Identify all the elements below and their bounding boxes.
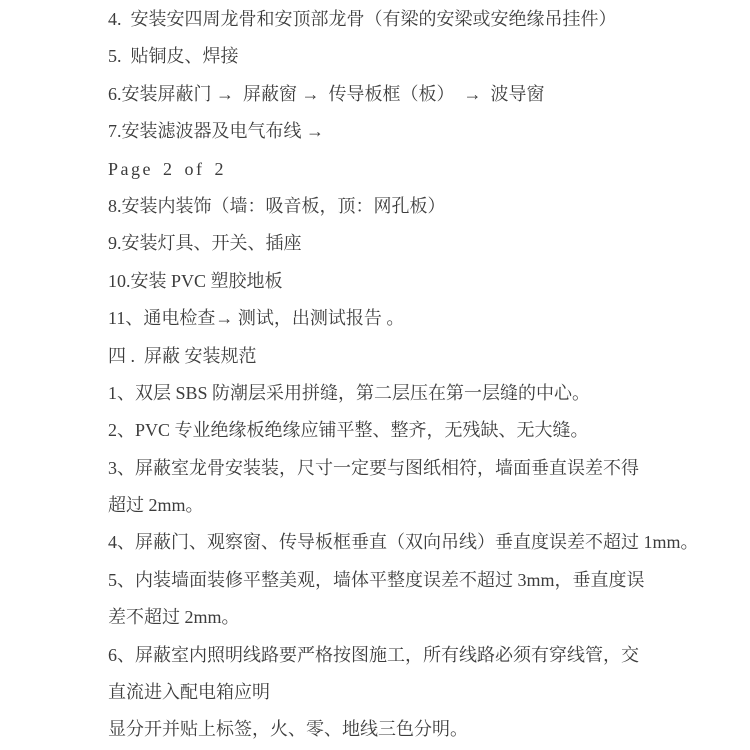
doc-line-spec-2: 2、PVC 专业绝缘板绝缘应铺平整、整齐，无残缺、无大缝。 xyxy=(108,420,589,441)
doc-line-spec-6: 6、屏蔽室内照明线路要严格按图施工，所有线路必须有穿线管，交 xyxy=(108,644,639,665)
doc-line-spec-3-cont: 超过 2mm。 xyxy=(108,495,204,516)
document-page xyxy=(108,1,699,749)
doc-line-item-5: 5. 贴铜皮、焊接 xyxy=(108,46,239,67)
page-indicator: Page 2 of 2 xyxy=(108,158,226,179)
doc-line-spec-6-cont2: 显分开并贴上标签，火、零、地线三色分明。 xyxy=(108,719,468,740)
doc-line-item-7: 7.安装滤波器及电气布线 → xyxy=(108,121,324,142)
doc-line-item-9: 9.安装灯具、开关、插座 xyxy=(108,233,302,254)
doc-line-item-4: 4. 安装安四周龙骨和安顶部龙骨（有梁的安梁或安绝缘吊挂件） xyxy=(108,9,617,29)
doc-section-heading-4: 四 . 屏蔽 安装规范 xyxy=(108,345,257,366)
doc-line-spec-1: 1、双层 SBS 防潮层采用拼缝，第二层压在第一层缝的中心。 xyxy=(108,382,591,403)
doc-line-item-6: 6.安装屏蔽门 → 屏蔽窗 → 传导板框（板） → 波导窗 xyxy=(108,83,545,104)
doc-line-item-11: 11、通电检查→ 测试，出测试报告 。 xyxy=(108,308,405,329)
doc-line-item-8: 8.安装内装饰（墙：吸音板，顶：网孔板） xyxy=(108,195,446,216)
doc-line-spec-6-cont1: 直流进入配电箱应明 xyxy=(108,682,270,703)
doc-line-item-10: 10.安装 PVC 塑胶地板 xyxy=(108,270,283,291)
doc-line-spec-5: 5、内装墙面装修平整美观，墙体平整度误差不超过 3mm，垂直度误 xyxy=(108,569,645,590)
doc-line-spec-4: 4、屏蔽门、观察窗、传导板框垂直（双向吊线）垂直度误差不超过 1mm。 xyxy=(108,532,699,553)
doc-line-spec-3: 3、屏蔽室龙骨安装装，尺寸一定要与图纸相符，墙面垂直误差不得 xyxy=(108,457,639,478)
doc-line-spec-5-cont: 差不超过 2mm。 xyxy=(108,607,240,628)
